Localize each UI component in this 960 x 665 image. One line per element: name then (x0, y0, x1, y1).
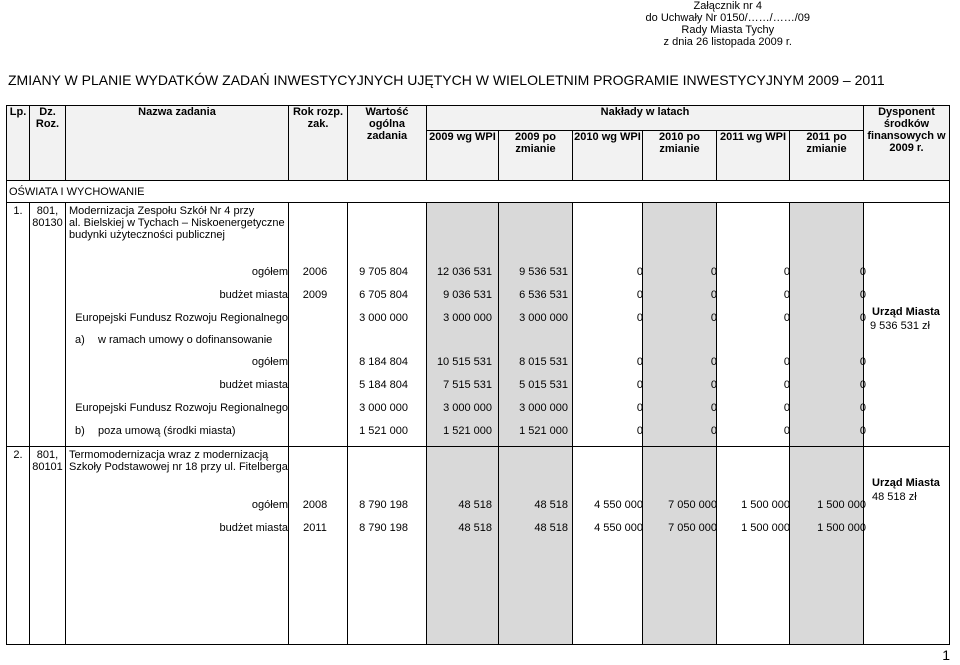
t1-row1-v1: 12 036 531 (436, 266, 492, 278)
attachment-line-4: z dnia 26 listopada 2009 r. (663, 36, 792, 48)
attachment-note (646, 0, 810, 48)
t2-row2-v2: 48 518 (534, 522, 568, 534)
t2-row1-v5: 1 500 000 (741, 499, 790, 511)
task2-dz (30, 447, 66, 645)
t1-a-text: w ramach umowy o dofinansowanie (98, 334, 273, 346)
task2-2011-zm-cell (790, 447, 864, 645)
t1-dysponent-2: 9 536 531 zł (870, 320, 930, 332)
task2-name-line-2: Szkoły Podstawowej nr 18 przy ul. Fitelberga (69, 461, 288, 473)
t1a-row2-v6: 0 (859, 379, 866, 391)
t1-row2-rok: 2009 (302, 289, 328, 301)
t1a-row1-v5: 0 (783, 356, 790, 368)
t1a-row1-label: ogółem (251, 356, 288, 368)
page-number: 1 (942, 647, 950, 663)
col-wartosc: Wartość ogólna zadania (348, 106, 427, 181)
t1-row2-v6: 0 (859, 289, 866, 301)
attachment-line-3: Rady Miasta Tychy (681, 24, 775, 36)
col-2011-wpi: 2011 wg WPI (717, 131, 790, 181)
task2-rok-cell (289, 447, 348, 645)
t1-row2-v2: 6 536 531 (519, 289, 568, 301)
col-name: Nazwa zadania (66, 106, 289, 181)
t2-row1-v1: 48 518 (458, 499, 492, 511)
col-dz-roz: Dz. Roz. (30, 106, 66, 181)
t1a-row2-v5: 0 (783, 379, 790, 391)
t1a-row3-v2: 3 000 000 (519, 402, 568, 414)
t1-b-label: b) (75, 425, 85, 437)
page-title: ZMIANY W PLANIE WYDATKÓW ZADAŃ INWESTYCYJNYCH UJĘTYCH W WIELOLETNIM PROGRAMIE INWESTYCYJNYM 2009 – 2011 (8, 72, 885, 88)
t1-row1-wartosc: 9 705 804 (359, 266, 408, 278)
t1-row1-label: ogółem (251, 266, 288, 278)
task2-2011-wpi-cell (717, 447, 790, 645)
t1-row2-v4: 0 (710, 289, 717, 301)
t1a-row1-v2: 8 015 531 (519, 356, 568, 368)
task1-lp: 1. (7, 203, 30, 447)
t1a-row2-label: budżet miasta (219, 379, 288, 391)
t1a-row3-v1: 3 000 000 (443, 402, 492, 414)
t1a-row3-v6: 0 (859, 402, 866, 414)
t2-row1-wartosc: 8 790 198 (359, 499, 408, 511)
task2-dz-value: 801, (36, 449, 59, 461)
attachment-line-1: Załącznik nr 4 (693, 0, 763, 12)
attachment-line-2: do Uchwały Nr 0150/……/……/09 (645, 12, 810, 24)
t1a-row3-v4: 0 (710, 402, 717, 414)
task2-2010-zm-cell (643, 447, 717, 645)
task1-roz-value: 80130 (32, 217, 63, 229)
t2-dysponent-2: 48 518 zł (872, 491, 917, 503)
t2-row1-rok: 2008 (302, 499, 328, 511)
task2-2009-wpi-cell (427, 447, 499, 645)
t2-row1-v4: 7 050 000 (668, 499, 717, 511)
t2-row1-label: ogółem (251, 499, 288, 511)
t1-b-text: poza umową (środki miasta) (98, 425, 236, 437)
t1-row2-v1: 9 036 531 (443, 289, 492, 301)
t1-row1-v4: 0 (710, 266, 717, 278)
t1-row2-wartosc: 6 705 804 (359, 289, 408, 301)
col-2010-zm: 2010 po zmianie (643, 131, 717, 181)
t2-dysponent-1: Urząd Miasta (872, 477, 940, 489)
t1a-row3-wartosc: 3 000 000 (359, 402, 408, 414)
t1b-row-v3: 0 (636, 425, 643, 437)
t1a-row2-v4: 0 (710, 379, 717, 391)
t1b-row-v6: 0 (859, 425, 866, 437)
t1-row2-v3: 0 (636, 289, 643, 301)
t1-row3-v4: 0 (710, 312, 717, 324)
t1a-row2-wartosc: 5 184 804 (359, 379, 408, 391)
t1-row2-v5: 0 (783, 289, 790, 301)
t2-row2-v1: 48 518 (458, 522, 492, 534)
t1a-row3-v3: 0 (636, 402, 643, 414)
t1-row3-v2: 3 000 000 (519, 312, 568, 324)
t1a-row1-v1: 10 515 531 (436, 356, 492, 368)
t1-row1-rok: 2006 (302, 266, 328, 278)
t2-row2-v5: 1 500 000 (741, 522, 790, 534)
investment-table (6, 105, 950, 645)
t2-row2-v6: 1 500 000 (817, 522, 866, 534)
t1-dysponent-1: Urząd Miasta (872, 306, 940, 318)
t1-row3-v5: 0 (783, 312, 790, 324)
t1-row1-v2: 9 536 531 (519, 266, 568, 278)
task2-wartosc-cell (348, 447, 427, 645)
t1a-row1-wartosc: 8 184 804 (359, 356, 408, 368)
t1b-row-v2: 1 521 000 (519, 425, 568, 437)
t2-row1-v2: 48 518 (534, 499, 568, 511)
task1-name-line-1: Modernizacja Zespołu Szkół Nr 4 przy (69, 205, 255, 217)
t1-row3-label: Europejski Fundusz Rozwoju Regionalnego (75, 312, 288, 324)
t2-row2-wartosc: 8 790 198 (359, 522, 408, 534)
task1-name-line-3: budynki użyteczności publicznej (69, 229, 225, 241)
t1-row3-wartosc: 3 000 000 (359, 312, 408, 324)
t1-a-label: a) (75, 334, 85, 346)
task1-name-line-2: al. Bielskiej w Tychach – Niskoenergetyczne (69, 217, 285, 229)
col-2009-wpi: 2009 wg WPI (427, 131, 499, 181)
t2-row2-v4: 7 050 000 (668, 522, 717, 534)
t2-row1-v6: 1 500 000 (817, 499, 866, 511)
t1b-row-v4: 0 (710, 425, 717, 437)
t2-row2-label: budżet miasta (219, 522, 288, 534)
col-2009-zm: 2009 po zmianie (499, 131, 573, 181)
t1-row1-v5: 0 (783, 266, 790, 278)
t1a-row3-v5: 0 (783, 402, 790, 414)
t1b-row-wartosc: 1 521 000 (359, 425, 408, 437)
t1-row3-v3: 0 (636, 312, 643, 324)
task2-name (66, 447, 289, 645)
col-dysponent: Dysponent środków finansowych w 2009 r. (864, 106, 950, 181)
col-2011-zm: 2011 po zmianie (790, 131, 864, 181)
t1-row2-label: budżet miasta (219, 289, 288, 301)
t1a-row2-v3: 0 (636, 379, 643, 391)
col-2010-wpi: 2010 wg WPI (573, 131, 643, 181)
t2-row1-v3: 4 550 000 (594, 499, 643, 511)
col-rok: Rok rozp. zak. (289, 106, 348, 181)
t2-row2-rok: 2011 (303, 522, 327, 534)
t1a-row1-v6: 0 (859, 356, 866, 368)
t1a-row1-v4: 0 (710, 356, 717, 368)
t1a-row2-v2: 5 015 531 (519, 379, 568, 391)
section-label: OŚWIATA I WYCHOWANIE (7, 181, 950, 203)
t1a-row2-v1: 7 515 531 (443, 379, 492, 391)
task2-name-line-1: Termomodernizacja wraz z modernizacją (69, 449, 269, 461)
t1b-row-v5: 0 (783, 425, 790, 437)
t1-row3-v1: 3 000 000 (443, 312, 492, 324)
t1a-row3-label: Europejski Fundusz Rozwoju Regionalnego (75, 402, 288, 414)
t1-row1-v3: 0 (636, 266, 643, 278)
task2-lp: 2. (7, 447, 30, 645)
col-naklady: Nakłady w latach (427, 106, 864, 131)
task2-2010-wpi-cell (573, 447, 643, 645)
col-lp: Lp. (7, 106, 30, 181)
t1b-row-v1: 1 521 000 (443, 425, 492, 437)
t1-row1-v6: 0 (859, 266, 866, 278)
task2-2009-zm-cell (499, 447, 573, 645)
t1-row3-v6: 0 (859, 312, 866, 324)
t2-row2-v3: 4 550 000 (594, 522, 643, 534)
t1a-row1-v3: 0 (636, 356, 643, 368)
task2-roz-value: 80101 (32, 461, 63, 473)
task1-dz-value: 801, (36, 205, 59, 217)
